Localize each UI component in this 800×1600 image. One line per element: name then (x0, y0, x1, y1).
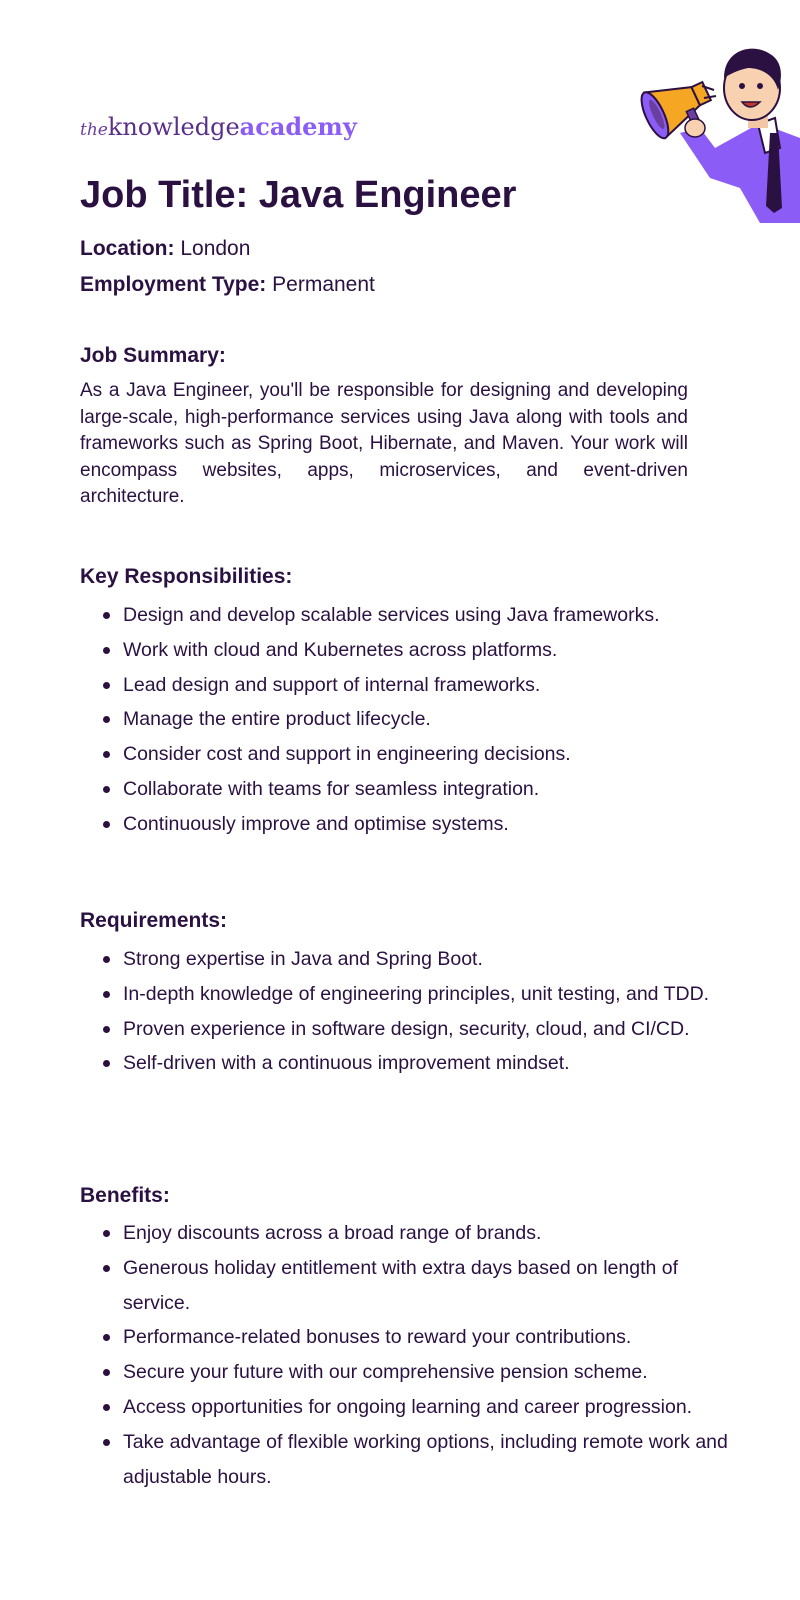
requirements-list (80, 942, 740, 1081)
logo-knowledge: knowledge (107, 113, 240, 141)
list-item: Performance-related bonuses to reward your contributions. (80, 1320, 740, 1355)
requirements-heading: Requirements: (80, 909, 228, 932)
list-item: Strong expertise in Java and Spring Boot. (80, 942, 740, 977)
list-item: Take advantage of flexible working options, including remote work and adjustable hours. (80, 1425, 740, 1495)
list-item: Access opportunities for ongoing learning and career progression. (80, 1390, 740, 1425)
list-item: Collaborate with teams for seamless integration. (80, 772, 740, 807)
employment-type-line (80, 270, 375, 300)
logo-academy: academy (239, 112, 357, 141)
key-responsibilities-heading: Key Responsibilities: (80, 565, 293, 588)
list-item: Lead design and support of internal frameworks. (80, 668, 740, 703)
location-label: Location: (80, 237, 175, 260)
job-summary-text: As a Java Engineer, you'll be responsible for designing and developing large-scale, high-performance services using Java along with tools and frameworks such as Spring Boot, Hibernate, and Maven. Your work will encompass websites, apps, microservices, and event-driven architecture. (80, 380, 688, 507)
employment-type-value: Permanent (272, 273, 375, 296)
key-responsibilities-list (80, 598, 740, 842)
list-item: Work with cloud and Kubernetes across platforms. (80, 633, 740, 668)
list-item: Consider cost and support in engineering decisions. (80, 737, 740, 772)
list-item: Continuously improve and optimise systems. (80, 807, 740, 842)
location-value: London (180, 237, 251, 260)
list-item: Design and develop scalable services using Java frameworks. (80, 598, 740, 633)
benefits-list (80, 1216, 740, 1494)
logo-the: the (80, 120, 108, 140)
list-item: Proven experience in software design, security, cloud, and CI/CD. (80, 1012, 740, 1047)
list-item: In-depth knowledge of engineering principles, unit testing, and TDD. (80, 977, 740, 1012)
job-summary-heading: Job Summary: (80, 344, 226, 367)
location-line (80, 234, 250, 264)
benefits-heading: Benefits: (80, 1184, 170, 1207)
list-item: Enjoy discounts across a broad range of brands. (80, 1216, 740, 1251)
list-item: Manage the entire product lifecycle. (80, 702, 740, 737)
job-title: Job Title: Java Engineer (80, 174, 517, 216)
employment-type-label: Employment Type: (80, 273, 267, 296)
list-item: Secure your future with our comprehensive pension scheme. (80, 1355, 740, 1390)
brand-logo (80, 112, 357, 145)
megaphone-mascot-icon (640, 38, 800, 223)
list-item: Generous holiday entitlement with extra days based on length of service. (80, 1251, 740, 1321)
list-item: Self-driven with a continuous improvement mindset. (80, 1046, 740, 1081)
